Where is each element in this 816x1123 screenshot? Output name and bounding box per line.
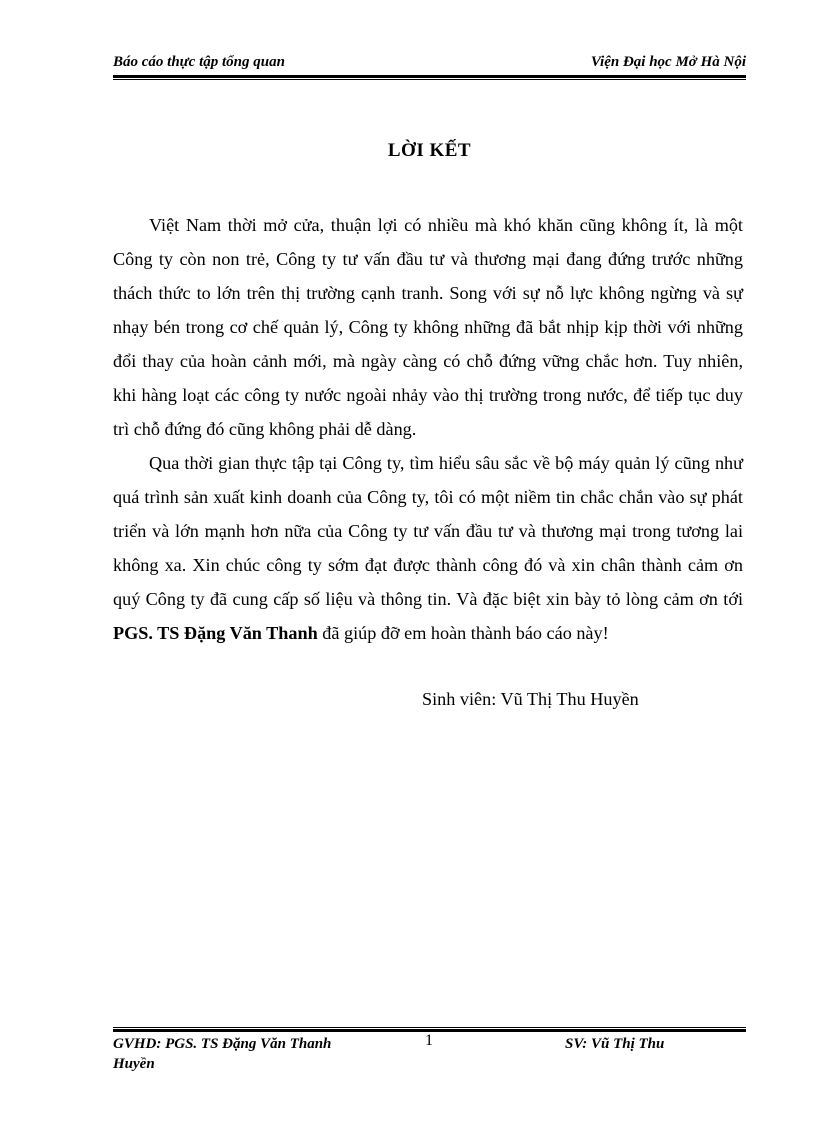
paragraph-2 [113, 446, 743, 650]
header-rule-bottom [113, 79, 746, 80]
body-text [113, 208, 743, 650]
signature: Sinh viên: Vũ Thị Thu Huyền [422, 689, 639, 709]
paragraph-2-text-before: Qua thời gian thực tập tại Công ty, tìm hiểu sâu sắc về bộ máy quản lý cũng như quá trình sản xuất kinh doanh của Công ty, tôi có một niềm tin chắc chắn vào sự phát triển và lớn mạnh hơn nữa của Công ty tư vấn đầu tư và thương mại trong tương lai không xa. Xin chúc công ty sớm đạt được thành công đó và xin chân thành cảm ơn quý Công ty đã cung cấp số liệu và thông tin. Và đặc biệt xin bày tỏ lòng cảm ơn tới [113, 453, 743, 609]
footer-advisor: GVHD: PGS. TS Đặng Văn Thanh Huyền [113, 1036, 332, 1072]
page-title: LỜI KẾT [387, 140, 472, 161]
paragraph-1: Việt Nam thời mở cửa, thuận lợi có nhiều mà khó khăn cũng không ít, là một Công ty còn non trẻ, Công ty tư vấn đầu tư và thương mại đang đứng trước những thách thức to lớn trên thị trường cạnh tranh. Song với sự nỗ lực không ngừng và sự nhạy bén trong cơ chế quản lý, Công ty không những đã bắt nhịp kịp thời với những đổi thay của hoàn cảnh mới, mà ngày càng có chỗ đứng vững chắc hơn. Tuy nhiên, khi hàng loạt các công ty nước ngoài nhảy vào thị trường trong nước, để tiếp tục duy trì chỗ đứng đó cũng không phải dễ dàng. [113, 215, 743, 439]
page-header [113, 52, 746, 74]
page-footer [113, 1034, 746, 1094]
footer-student: SV: Vũ Thị Thu [565, 1036, 665, 1052]
header-report-title: Báo cáo thực tập tổng quan [113, 54, 285, 70]
page-number: 1 [425, 1032, 433, 1049]
header-institution: Viện Đại học Mở Hà Nội [590, 54, 746, 70]
paragraph-2-text-after: đã giúp đỡ em hoàn thành báo cáo này! [317, 623, 609, 643]
header-rule-top [113, 75, 746, 78]
advisor-name: PGS. TS Đặng Văn Thanh [113, 623, 318, 643]
footer-rule-top [113, 1027, 746, 1028]
